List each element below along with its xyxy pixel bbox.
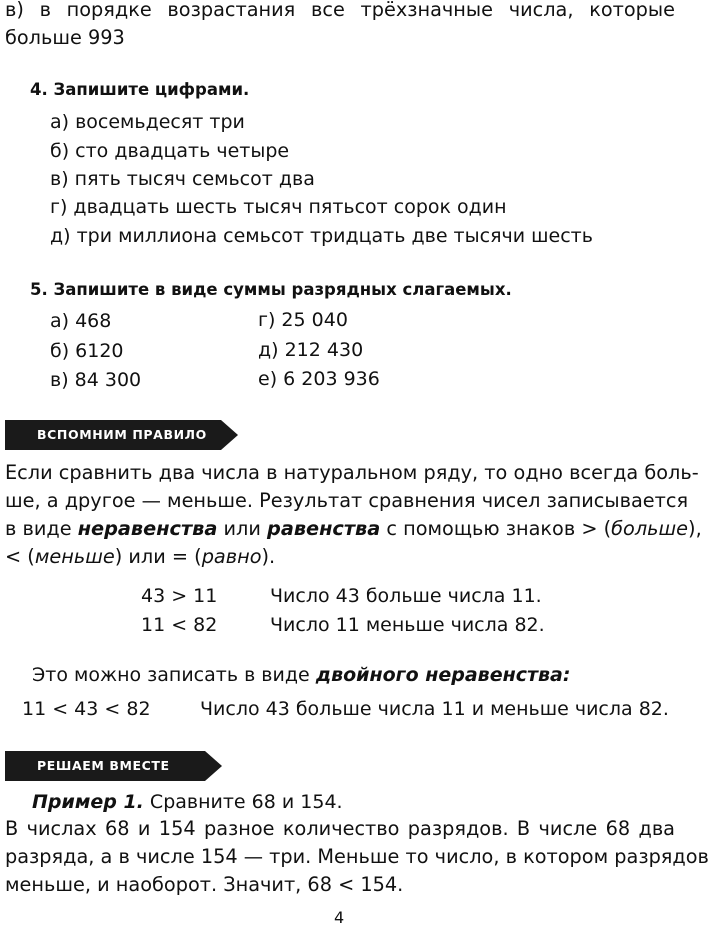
term-double-inequality: двойного неравенства: [315,664,571,686]
task-4-title: 4. Запишите цифрами. [30,80,250,99]
rule-text: ), [688,517,702,540]
term-greater: больше [611,517,689,540]
task-5-item-a: а) 468 [50,310,112,332]
rule-line-3 [5,515,702,543]
task-4-item-b: б) сто двадцать четыре [50,140,290,162]
task-5-item-e: е) 6 203 936 [258,368,380,390]
rule-banner-label: ВСПОМНИМ ПРАВИЛО [37,427,207,442]
example-1-heading [32,791,343,813]
rule-text: с помощью знаков > ( [380,517,612,540]
task-4-item-v: в) пять тысяч семьсот два [50,168,315,190]
solution-line-2: разряда, а в числе 154 — три. Меньше то число, в котором разрядов [5,845,709,868]
example-text-1: Число 43 больше числа 11. [270,585,542,607]
example-text-2: Число 11 меньше числа 82. [270,614,545,636]
rule-text: в виде [5,517,78,540]
double-inequality-intro [32,664,570,686]
double-intro-text: Это можно записать в виде [32,664,316,686]
task-4-item-a: а) восемьдесят три [50,111,245,133]
rule-line-2: ше, а другое — меньше. Результат сравнения чисел записывается [5,489,689,512]
double-inequality-expr: 11 < 43 < 82 [22,698,151,720]
term-inequality: неравенства [77,517,218,540]
top-item [5,0,675,52]
rule-line-4 [5,543,675,571]
rule-paragraph [5,459,702,571]
task-5-item-v: в) 84 300 [50,369,142,391]
double-inequality-text: Число 43 больше числа 11 и меньше числа 82. [200,698,669,720]
task-4-item-d: д) три миллиона семьсот тридцать две тысячи шесть [50,225,593,247]
solution-line-3: меньше, и наоборот. Значит, 68 < 154. [5,873,404,896]
term-less: меньше [34,545,115,568]
task-5-item-d: д) 212 430 [258,339,364,361]
rule-line-1: Если сравнить два числа в натуральном ряду, то одно всегда боль- [5,461,699,484]
term-equality: равенства [267,517,381,540]
task-5-title: 5. Запишите в виде суммы разрядных слагаемых. [30,280,512,299]
top-item-line-2: больше 993 [5,26,125,49]
rule-text: ). [261,545,276,568]
example-1-task: Сравните 68 и 154. [143,791,343,813]
rule-text: < ( [5,545,35,568]
solution-line-1: В числах 68 и 154 разное количество разрядов. В числе 68 два [5,817,675,840]
rule-text: ) или = ( [114,545,202,568]
solve-together-banner [5,751,205,781]
task-5-item-g: г) 25 040 [258,309,348,331]
top-item-line-1: в) в порядке возрастания все трёхзначные числа, которые [5,0,675,21]
example-1-label: Пример 1. [32,791,144,813]
example-expr-2: 11 < 82 [141,614,218,636]
rule-banner [5,420,221,450]
rule-text: или [217,517,268,540]
term-equal: равно [201,545,262,568]
example-1-solution [5,815,709,899]
task-5-item-b: б) 6120 [50,340,124,362]
example-expr-1: 43 > 11 [141,585,218,607]
solve-together-banner-label: РЕШАЕМ ВМЕСТЕ [37,758,170,773]
task-4-item-g: г) двадцать шесть тысяч пятьсот сорок один [50,196,507,218]
page-number: 4 [334,908,345,927]
